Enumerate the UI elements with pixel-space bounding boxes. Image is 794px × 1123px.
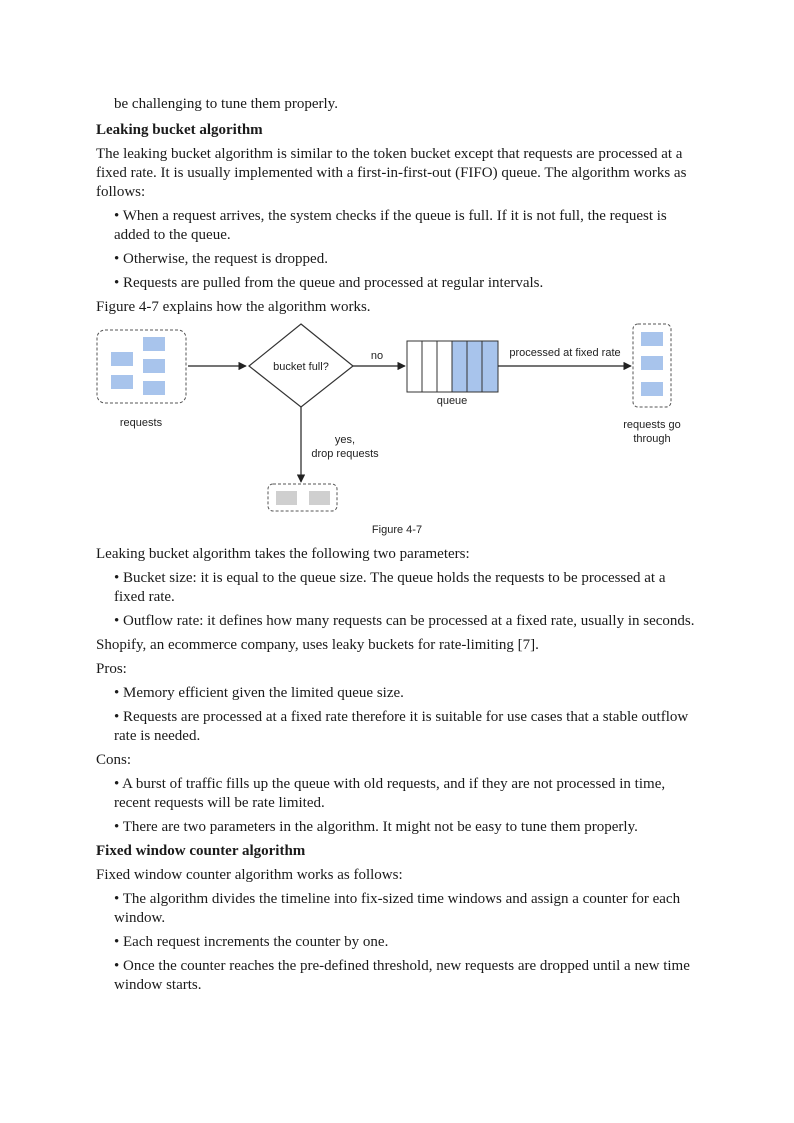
param-bullet: • Outflow rate: it defines how many requests can be processed at a fixed rate, usually in seconds.	[114, 613, 695, 629]
pros-label: Pros:	[96, 661, 127, 677]
request-box	[143, 381, 165, 395]
request-box	[143, 359, 165, 373]
queue-slot-filled	[482, 341, 498, 392]
leaking-bucket-intro: The leaking bucket algorithm is similar to the token bucket except that requests are processed at a fixed rate. It is usually implemented with a first-in-first-out (FIFO) queue. The algorithm works as follows:	[96, 146, 687, 200]
pro-bullet: • Memory efficient given the limited queue size.	[114, 685, 404, 701]
no-label: no	[370, 350, 384, 362]
yes-label-2: drop requests	[311, 448, 379, 460]
through-box	[641, 382, 663, 396]
fixed-window-intro: Fixed window counter algorithm works as follows:	[96, 867, 403, 883]
decision-label: bucket full?	[273, 361, 329, 373]
through-label-2: through	[633, 433, 671, 445]
shopify-line: Shopify, an ecommerce company, uses leaky buckets for rate-limiting [7].	[96, 637, 539, 653]
requests-container	[97, 330, 186, 403]
param-bullet: • Bucket size: it is equal to the queue size. The queue holds the requests to be processed at a fixed rate.	[114, 570, 666, 605]
requests-label: requests	[119, 417, 163, 429]
step-bullet: • When a request arrives, the system checks if the queue is full. If it is not full, the request is added to the queue.	[114, 208, 667, 243]
request-box	[143, 337, 165, 351]
through-box	[641, 332, 663, 346]
figure-4-7	[0, 315, 794, 540]
request-box	[111, 375, 133, 389]
bottom-text-block	[96, 545, 700, 995]
figure-intro: Figure 4-7 explains how the algorithm works.	[96, 299, 371, 315]
fw-step-bullet: • The algorithm divides the timeline into fix-sized time windows and assign a counter for each window.	[114, 891, 681, 926]
step-bullet: • Requests are pulled from the queue and processed at regular intervals.	[114, 275, 544, 291]
step-bullet: • Otherwise, the request is dropped.	[114, 251, 328, 267]
pro-bullet: • Requests are processed at a fixed rate therefore it is suitable for use cases that a stable outflow rate is needed.	[114, 709, 689, 744]
dropped-box	[309, 491, 330, 505]
cons-label: Cons:	[96, 752, 132, 768]
con-bullet: • There are two parameters in the algorithm. It might not be easy to tune them properly.	[114, 819, 638, 835]
through-label-1: requests go	[623, 419, 681, 431]
con-bullet: • A burst of traffic fills up the queue with old requests, and if they are not processed in time, recent requests will be rate limited.	[114, 776, 666, 811]
figure-caption: Figure 4-7	[371, 524, 423, 536]
through-box	[641, 356, 663, 370]
fixed-window-heading: Fixed window counter algorithm	[96, 843, 306, 859]
fw-step-bullet: • Each request increments the counter by one.	[114, 934, 389, 950]
queue-label: queue	[436, 395, 468, 407]
queue-slot	[407, 341, 422, 392]
queue-slot	[422, 341, 437, 392]
queue-slot	[437, 341, 452, 392]
queue-slot-filled	[452, 341, 467, 392]
fw-step-bullet: • Once the counter reaches the pre-defined threshold, new requests are dropped until a new time window starts.	[114, 958, 690, 993]
yes-label-1: yes,	[334, 434, 356, 446]
processed-label: processed at fixed rate	[509, 347, 621, 359]
request-box	[111, 352, 133, 366]
continuation-line: be challenging to tune them properly.	[114, 96, 338, 112]
params-intro: Leaking bucket algorithm takes the following two parameters:	[96, 546, 470, 562]
top-text-block	[96, 95, 700, 317]
queue-slot-filled	[467, 341, 482, 392]
leaking-bucket-heading: Leaking bucket algorithm	[96, 122, 263, 138]
dropped-box	[276, 491, 297, 505]
